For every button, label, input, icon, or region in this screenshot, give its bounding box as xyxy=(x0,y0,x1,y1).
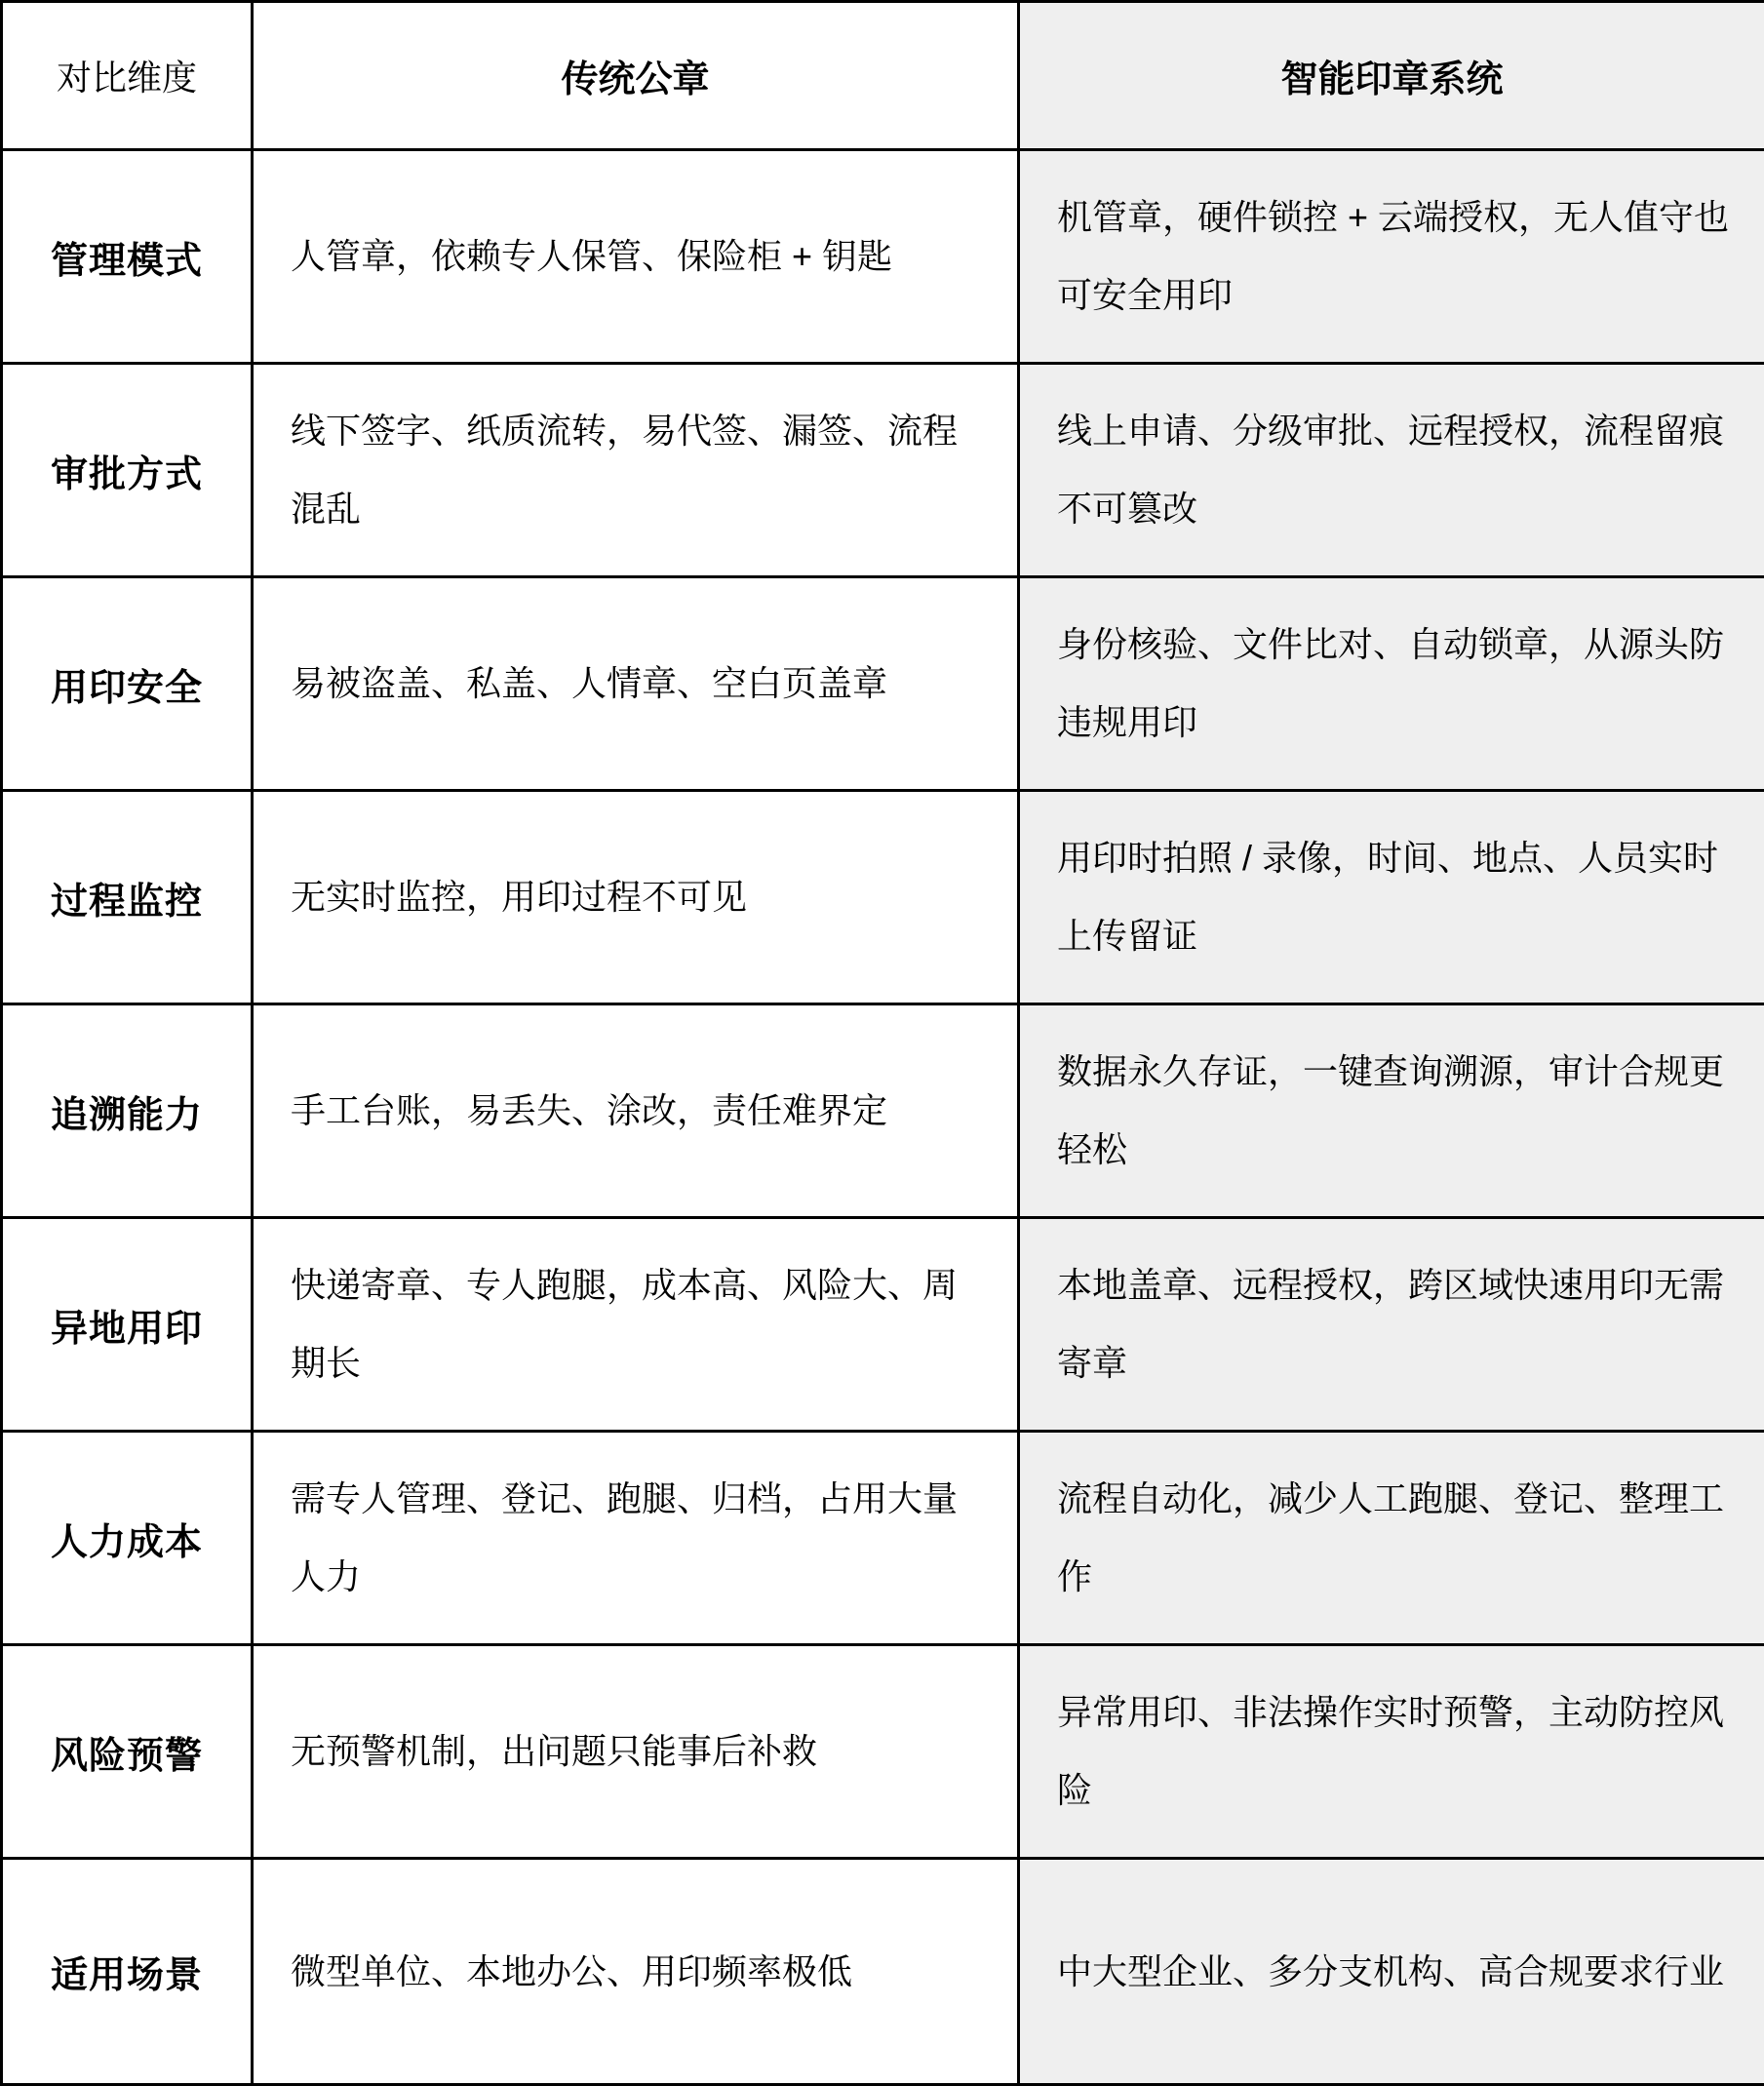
row-label: 追溯能力 xyxy=(2,1004,253,1218)
table-row xyxy=(2,577,1764,791)
traditional-cell: 快递寄章、专人跑腿，成本高、风险大、周期长 xyxy=(253,1218,1019,1432)
table-row xyxy=(2,1218,1764,1432)
column-header-dimension: 对比维度 xyxy=(2,2,253,150)
smart-cell: 异常用印、非法操作实时预警，主动防控风险 xyxy=(1019,1645,1764,1859)
smart-cell: 线上申请、分级审批、远程授权，流程留痕不可篡改 xyxy=(1019,364,1764,577)
column-header-traditional-seal: 传统公章 xyxy=(253,2,1019,150)
smart-cell: 数据永久存证，一键查询溯源，审计合规更轻松 xyxy=(1019,1004,1764,1218)
smart-cell: 机管章，硬件锁控 + 云端授权，无人值守也可安全用印 xyxy=(1019,150,1764,364)
row-label: 过程监控 xyxy=(2,791,253,1004)
table-row xyxy=(2,1859,1764,2085)
table-row xyxy=(2,150,1764,364)
smart-cell: 中大型企业、多分支机构、高合规要求行业 xyxy=(1019,1859,1764,2085)
row-label: 人力成本 xyxy=(2,1432,253,1645)
traditional-cell: 无实时监控，用印过程不可见 xyxy=(253,791,1019,1004)
smart-cell: 用印时拍照 / 录像，时间、地点、人员实时上传留证 xyxy=(1019,791,1764,1004)
traditional-cell: 线下签字、纸质流转，易代签、漏签、流程混乱 xyxy=(253,364,1019,577)
table-row xyxy=(2,1004,1764,1218)
traditional-cell: 需专人管理、登记、跑腿、归档，占用大量人力 xyxy=(253,1432,1019,1645)
traditional-cell: 人管章，依赖专人保管、保险柜 + 钥匙 xyxy=(253,150,1019,364)
table-row xyxy=(2,1645,1764,1859)
table-row xyxy=(2,364,1764,577)
smart-cell: 流程自动化，减少人工跑腿、登记、整理工作 xyxy=(1019,1432,1764,1645)
row-label: 用印安全 xyxy=(2,577,253,791)
row-label: 适用场景 xyxy=(2,1859,253,2085)
column-header-smart-seal-system: 智能印章系统 xyxy=(1019,2,1764,150)
table-row xyxy=(2,791,1764,1004)
traditional-cell: 无预警机制，出问题只能事后补救 xyxy=(253,1645,1019,1859)
traditional-cell: 手工台账，易丢失、涂改，责任难界定 xyxy=(253,1004,1019,1218)
smart-cell: 本地盖章、远程授权，跨区域快速用印无需寄章 xyxy=(1019,1218,1764,1432)
traditional-cell: 微型单位、本地办公、用印频率极低 xyxy=(253,1859,1019,2085)
row-label: 风险预警 xyxy=(2,1645,253,1859)
smart-cell: 身份核验、文件比对、自动锁章，从源头防违规用印 xyxy=(1019,577,1764,791)
table-row xyxy=(2,1432,1764,1645)
row-label: 管理模式 xyxy=(2,150,253,364)
row-label: 异地用印 xyxy=(2,1218,253,1432)
row-label: 审批方式 xyxy=(2,364,253,577)
traditional-cell: 易被盗盖、私盖、人情章、空白页盖章 xyxy=(253,577,1019,791)
header-row xyxy=(2,2,1764,150)
